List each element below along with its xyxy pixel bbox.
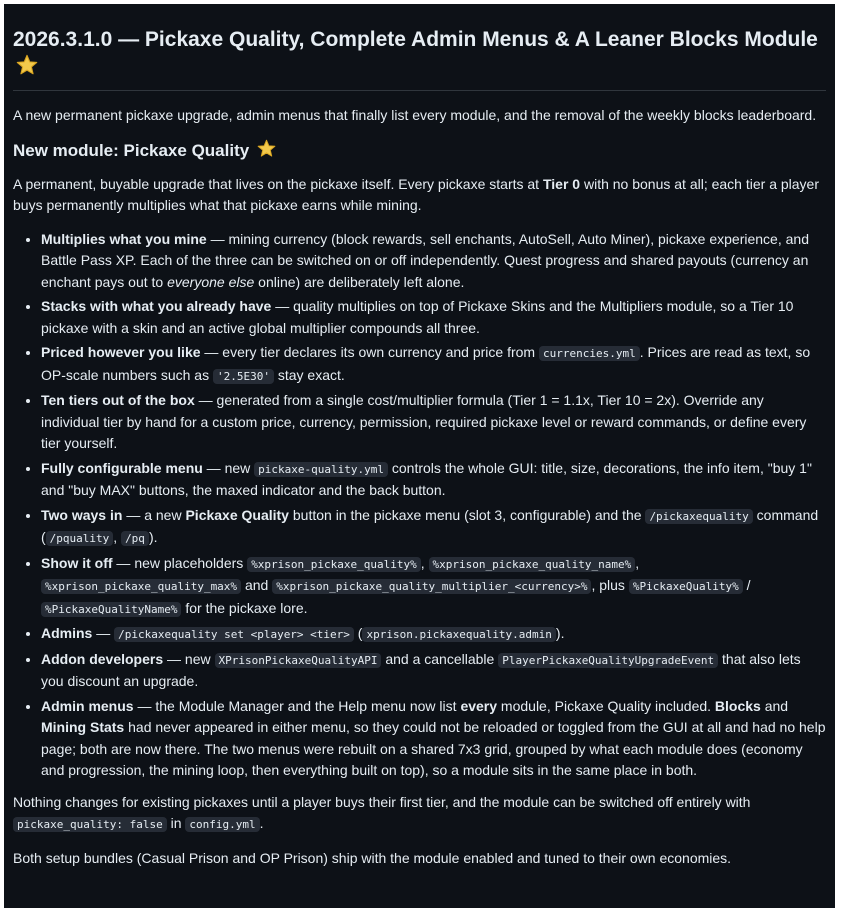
inline-code: %xprison_pickaxe_quality_name% — [429, 557, 636, 572]
inline-code: XPrisonPickaxeQualityAPI — [215, 653, 382, 668]
section-heading — [13, 139, 826, 163]
inline-code: %PickaxeQuality% — [629, 579, 743, 594]
list-item: • Admin menus — the Module Manager and the Help menu now list every module, Pickaxe Quality included. Blocks and Mining Stats had never appeared in either menu, so they could not be reloaded or toggled from the GUI at all and had no help page; both are now there. The two menus were rebuilt on a shared 7x3 grid, grouped by what each module does (economy and progression, the mining loop, then everything built on top), so a module sits in the same place in both. — [41, 696, 826, 782]
inline-code: currencies.yml — [539, 346, 640, 361]
inline-code: pickaxe_quality: false — [13, 817, 167, 832]
release-title — [13, 4, 826, 91]
module-description: A permanent, buyable upgrade that lives on the pickaxe itself. Every pickaxe starts at Tier 0 with no bonus at all; each tier a player buys permanently multiplies what that pickaxe earns while mining. — [13, 175, 819, 213]
inline-code: PlayerPickaxeQualityUpgradeEvent — [498, 653, 718, 668]
inline-code: /pquality — [46, 531, 114, 546]
inline-code: %xprison_pickaxe_quality_multiplier_<currency>% — [272, 579, 591, 594]
list-item: • Ten tiers out of the box — generated from a single cost/multiplier formula (Tier 1 = 1.1x, Tier 10 = 2x). Override any individual tier by hand for a custom price, currency, permission, required pickaxe level or reward commands, or define every tier yourself. — [41, 390, 826, 455]
inline-code: %PickaxeQualityName% — [41, 602, 181, 617]
inline-code: pickaxe-quality.yml — [254, 462, 388, 477]
list-item: • Show it off — new placeholders %xprison_pickaxe_quality% , %xprison_pickaxe_quality_name% , %xprison_pickaxe_quality_max% and %xprison_pickaxe_quality_multiplier_<currency>% , plus %PickaxeQuality% / %PickaxeQualityName% for the pickaxe lore. — [41, 553, 826, 621]
star-icon — [257, 139, 276, 158]
inline-code: xprison.pickaxequality.admin — [362, 627, 555, 642]
list-item: • Stacks with what you already have — quality multiplies on top of Pickaxe Skins and the Multipliers module, so a Tier 10 pickaxe with a skin and an active global multiplier compounds all three. — [41, 296, 826, 339]
inline-code: /pickaxequality set <player> <tier> — [114, 627, 354, 642]
list-item: • Two ways in — a new Pickaxe Quality button in the pickaxe menu (slot 3, configurable) and the /pickaxequality command ( /pquality , /pq ). — [41, 505, 826, 550]
list-item: • Addon developers — new XPrisonPickaxeQualityAPI and a cancellable PlayerPickaxeQualityUpgradeEvent that also lets you discount an upgrade. — [41, 649, 826, 693]
list-item: • Admins — /pickaxequality set <player> <tier> ( xprison.pickaxequality.admin ). — [41, 623, 826, 646]
list-item: • Fully configurable menu — new pickaxe-quality.yml controls the whole GUI: title, size, decorations, the info item, "buy 1" and "buy MAX" buttons, the maxed indicator and the back button. — [41, 458, 826, 502]
list-item: • Multiplies what you mine — mining currency (block rewards, sell enchants, AutoSell, Auto Miner), pickaxe experience, and Battle Pass XP. Each of the three can be switched on or off independently. Quest progress and shared payouts (currency an enchant pays out to everyone else online) are deliberately left alone. — [41, 229, 826, 294]
star-icon — [16, 54, 38, 76]
release-title-text: 2026.3.1.0 — Pickaxe Quality, Complete Admin Menus & A Leaner Blocks Module — [13, 28, 818, 51]
inline-code: '2.5E30' — [213, 369, 274, 384]
feature-list — [13, 229, 826, 782]
section-heading-text: New module: Pickaxe Quality — [13, 140, 250, 160]
bundles-paragraph: Both setup bundles (Casual Prison and OP Prison) ship with the module enabled and tuned to their own economies. — [13, 849, 732, 866]
inline-code: /pq — [121, 531, 149, 546]
inline-code: %xprison_pickaxe_quality_max% — [41, 579, 241, 594]
intro-paragraph: A new permanent pickaxe upgrade, admin menus that finally list every module, and the removal of the weekly blocks leaderboard. — [13, 107, 817, 123]
inline-code: config.yml — [185, 817, 259, 832]
inline-code: %xprison_pickaxe_quality% — [247, 557, 421, 572]
release-notes-panel — [4, 4, 835, 908]
inline-code: /pickaxequality — [645, 509, 752, 524]
list-item: • Priced however you like — every tier declares its own currency and price from currencies.yml . Prices are read as text, so OP-scale numbers such as '2.5E30' stay exact. — [41, 342, 826, 387]
compatibility-paragraph: Nothing changes for existing pickaxes until a player buys their first tier, and the module can be switched off entirely with pickaxe_quality: false in config.yml . — [13, 793, 751, 831]
